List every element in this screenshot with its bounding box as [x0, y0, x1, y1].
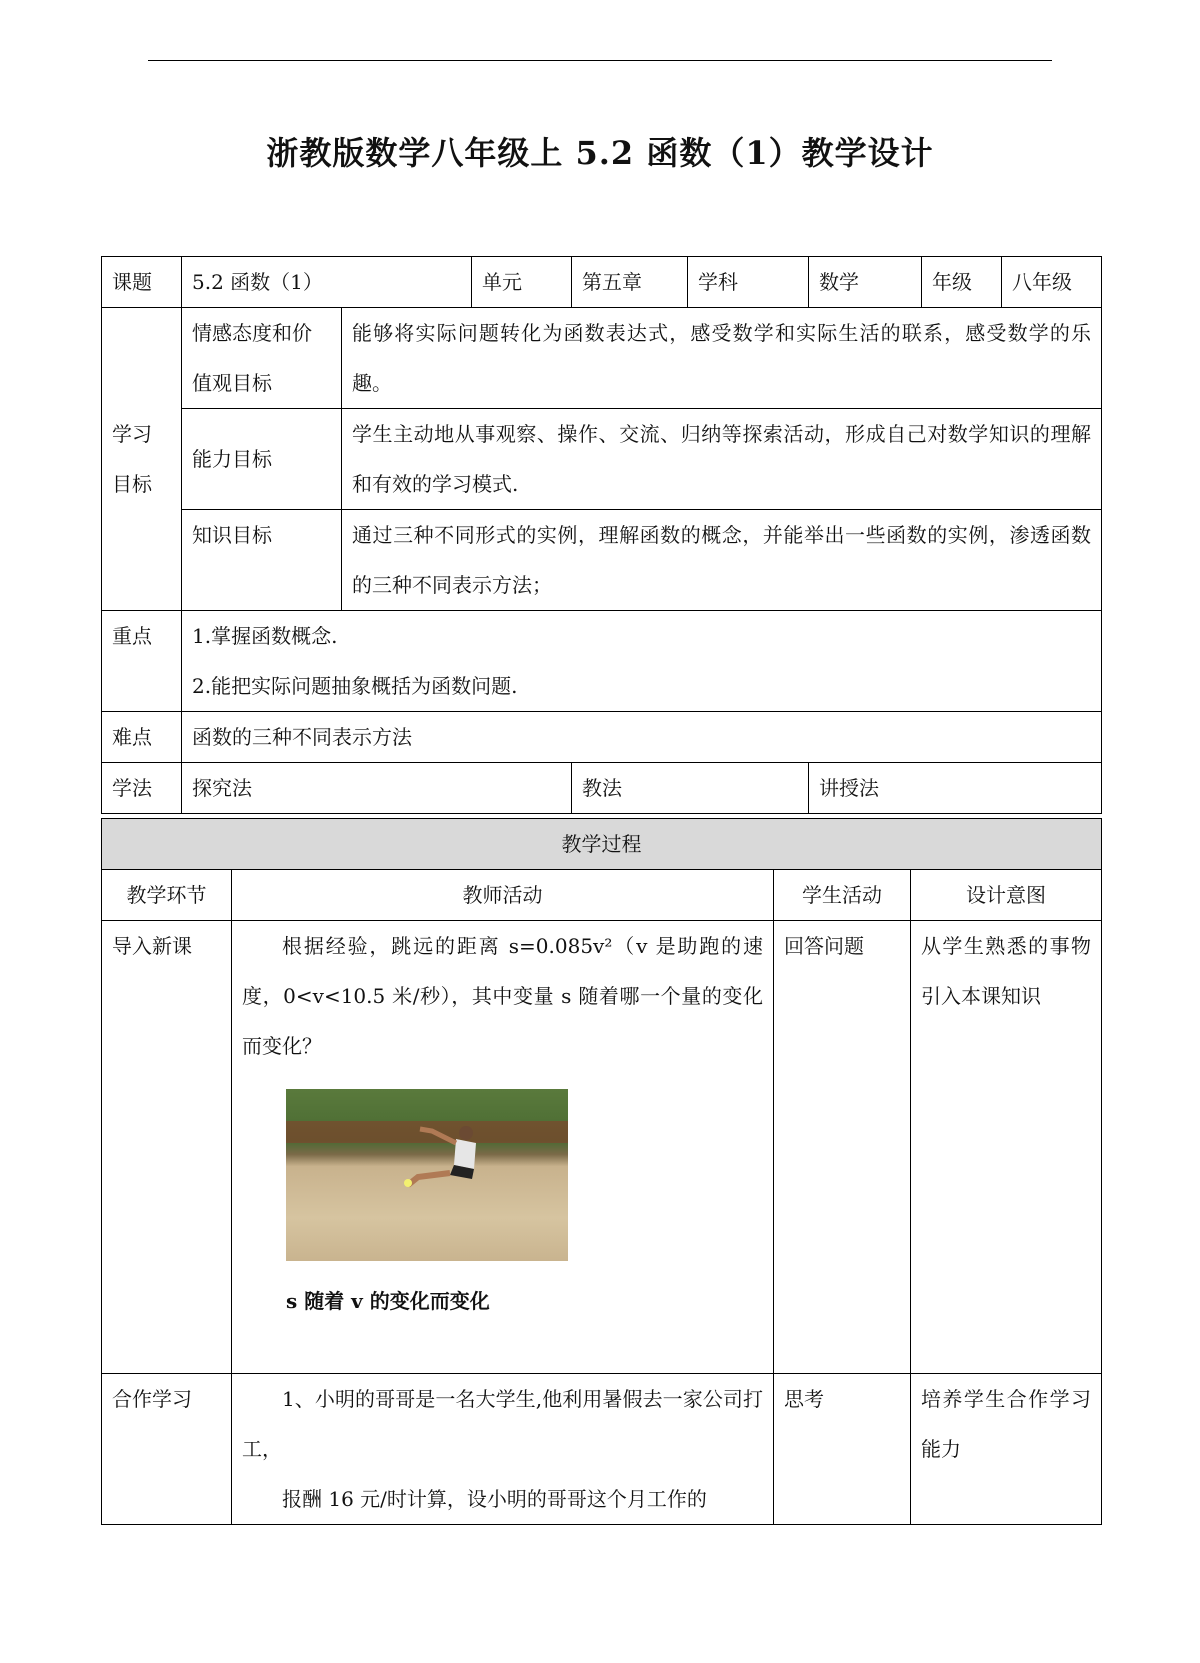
- methods-row: [102, 763, 1102, 814]
- design-intent: 培养学生合作学习能力: [911, 1374, 1102, 1525]
- key-point-1: 1.掌握函数概念.: [192, 624, 338, 648]
- process-header-row: [102, 819, 1102, 870]
- process-row-intro: [102, 921, 1102, 1374]
- difficulty-label: 难点: [102, 712, 182, 763]
- study-method-label: 学法: [102, 763, 182, 814]
- lesson-info-table: [101, 256, 1102, 814]
- objectives-label: [102, 308, 182, 611]
- objective-row-emotion: [102, 308, 1102, 409]
- key-points-row: [102, 611, 1102, 712]
- student-activity: 思考: [774, 1374, 911, 1525]
- teach-method-value: 讲授法: [809, 763, 1102, 814]
- study-method-value: 探究法: [182, 763, 572, 814]
- photo-caption: s 随着 v 的变化而变化: [286, 1289, 490, 1313]
- teaching-process-table: [101, 818, 1102, 1525]
- stage-cell: 合作学习: [102, 1374, 232, 1525]
- topic-label: 课题: [102, 257, 182, 308]
- key-points-content: [182, 611, 1102, 712]
- objectives-label-line2: 目标: [112, 472, 152, 496]
- objective-name: 知识目标: [182, 510, 342, 611]
- stage-cell: 导入新课: [102, 921, 232, 1374]
- subject-value: 数学: [809, 257, 922, 308]
- unit-value: 第五章: [572, 257, 688, 308]
- topic-value: 5.2 函数（1）: [182, 257, 472, 308]
- unit-label: 单元: [472, 257, 572, 308]
- column-intent: 设计意图: [911, 870, 1102, 921]
- objective-text: 能够将实际问题转化为函数表达式，感受数学和实际生活的联系，感受数学的乐趣。: [342, 308, 1102, 409]
- teacher-activity-text: 1、小明的哥哥是一名大学生,他利用暑假去一家公司打工，: [242, 1387, 763, 1461]
- teach-method-label: 教法: [572, 763, 809, 814]
- objective-name: 能力目标: [182, 409, 342, 510]
- jumper-figure: [398, 1119, 488, 1189]
- objective-name-line2: 值观目标: [192, 371, 272, 395]
- objective-name-line1: 情感态度和价: [192, 321, 312, 345]
- column-teacher: 教师活动: [232, 870, 774, 921]
- design-intent: 从学生熟悉的事物引入本课知识: [911, 921, 1102, 1374]
- objective-text: 学生主动地从事观察、操作、交流、归纳等探索活动，形成自己对数学知识的理解和有效的学习模式.: [342, 409, 1102, 510]
- student-activity: 回答问题: [774, 921, 911, 1374]
- process-columns-row: [102, 870, 1102, 921]
- column-stage: 教学环节: [102, 870, 232, 921]
- teacher-activity-text: 根据经验，跳远的距离 s=0.085v²（v 是助跑的速度，0<v<10.5 米/秒），其中变量 s 随着哪一个量的变化而变化？: [242, 934, 763, 1058]
- objective-row-knowledge: [102, 510, 1102, 611]
- info-row: [102, 257, 1102, 308]
- teacher-activity-text: 报酬 16 元/时计算，设小明的哥哥这个月工作的: [282, 1487, 707, 1511]
- key-points-label: 重点: [102, 611, 182, 712]
- long-jump-photo: [286, 1089, 568, 1261]
- difficulty-row: [102, 712, 1102, 763]
- process-row-cooperate: [102, 1374, 1102, 1525]
- grade-value: 八年级: [1002, 257, 1102, 308]
- objective-name: [182, 308, 342, 409]
- objectives-label-line1: 学习: [112, 422, 152, 446]
- subject-label: 学科: [688, 257, 809, 308]
- document-title: 浙教版数学八年级上 5.2 函数（1）教学设计: [266, 134, 934, 172]
- grade-label: 年级: [922, 257, 1002, 308]
- teacher-activity: [232, 921, 774, 1374]
- objective-text: 通过三种不同形式的实例，理解函数的概念，并能举出一些函数的实例，渗透函数的三种不同表示方法；: [342, 510, 1102, 611]
- objective-row-ability: [102, 409, 1102, 510]
- process-header: 教学过程: [102, 819, 1102, 870]
- column-student: 学生活动: [774, 870, 911, 921]
- difficulty-text: 函数的三种不同表示方法: [182, 712, 1102, 763]
- key-point-2: 2.能把实际问题抽象概括为函数问题.: [192, 674, 518, 698]
- header-rule: [148, 60, 1052, 61]
- teacher-activity: [232, 1374, 774, 1525]
